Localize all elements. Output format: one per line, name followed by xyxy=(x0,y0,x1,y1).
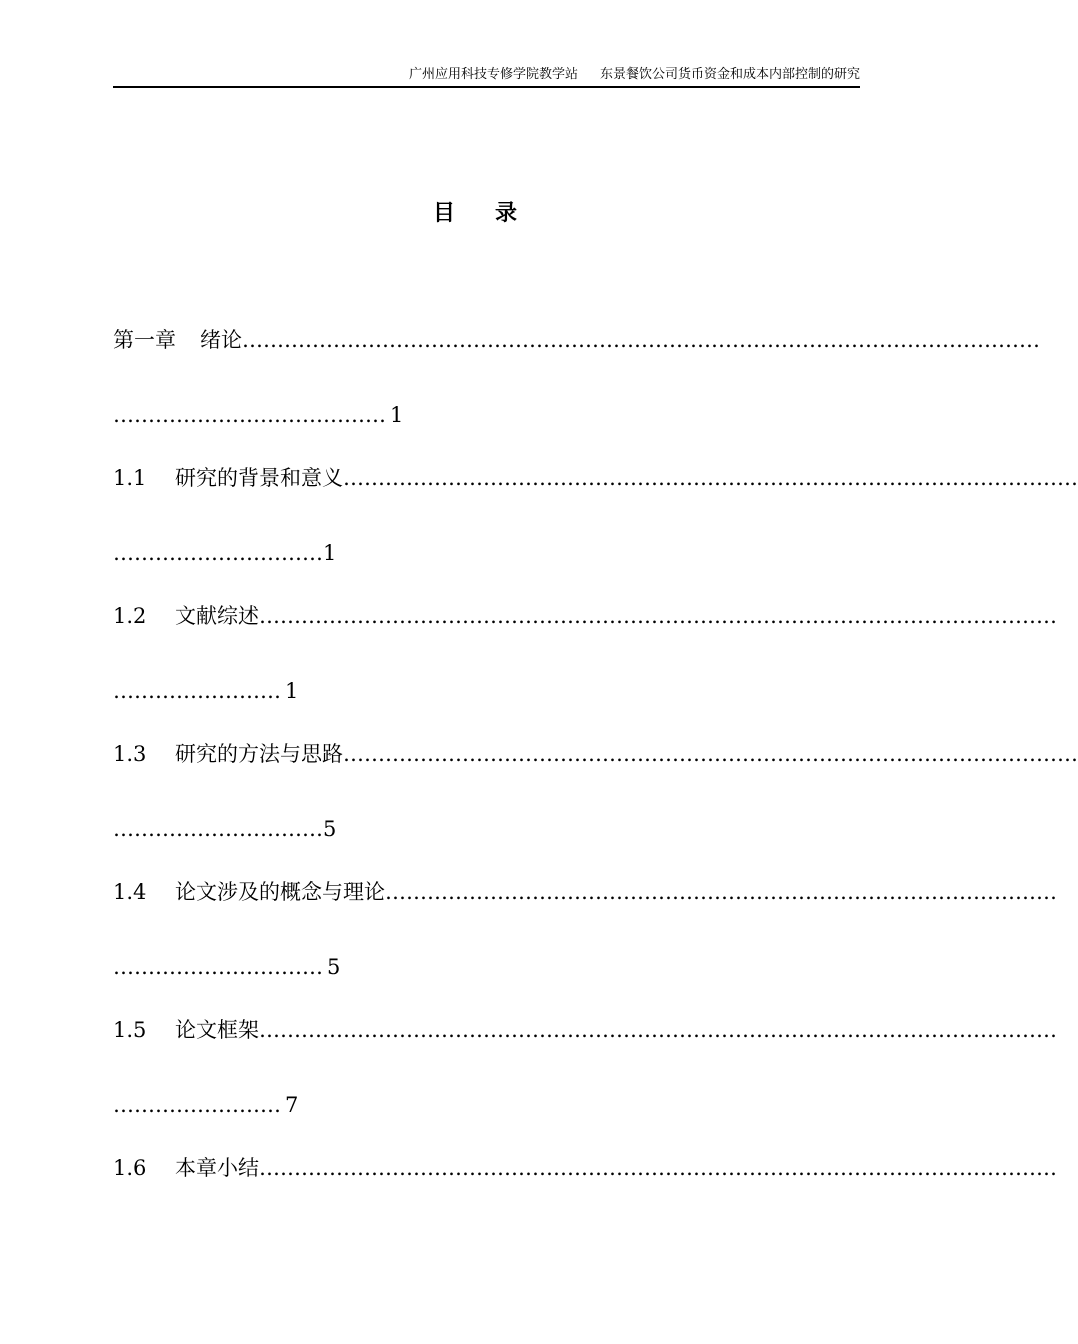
toc-leader-dots: ………………………… xyxy=(113,817,323,841)
toc-leader-dots: …………………………………………………………………………………… xyxy=(385,880,1057,904)
toc-entry-number: 1.3 xyxy=(113,742,147,766)
toc-entry-label: 文献综述 xyxy=(175,604,259,628)
toc-entry-label: 绪论 xyxy=(200,328,242,352)
toc-entry-1-2[interactable] xyxy=(113,601,1057,631)
toc-entry-continuation xyxy=(113,400,403,430)
header-school-name: 广州应用科技专修学院教学站 xyxy=(408,67,578,82)
toc-leader-dots: …………………………………………………………………………………………………… xyxy=(259,604,1057,628)
toc-leader-dots: …………………………………………………………………………………………………… xyxy=(242,328,1040,352)
toc-entry-1-3[interactable] xyxy=(113,739,1078,769)
title-char-1: 目 xyxy=(432,201,455,226)
toc-leader-dots: …………………………………………………………………………………………… xyxy=(343,466,1078,490)
toc-entry-number: 1.2 xyxy=(113,604,147,628)
header-thesis-title: 东景餐饮公司货币资金和成本内部控制的研究 xyxy=(599,67,860,82)
toc-entry-continuation xyxy=(113,952,340,982)
toc-entry-label: 论文涉及的概念与理论 xyxy=(175,880,385,904)
toc-page-number: 1 xyxy=(323,541,337,565)
toc-page-number: 1 xyxy=(390,403,404,427)
toc-page-number: 5 xyxy=(323,817,337,841)
running-header xyxy=(113,66,860,88)
toc-leader-dots: …………………………………………………………………………………………………… xyxy=(259,1156,1057,1180)
toc-page-number: 1 xyxy=(285,679,299,703)
toc-entry-continuation xyxy=(113,1090,298,1120)
toc-leader-dots: ………………………… xyxy=(113,541,323,565)
toc-entry-number: 1.6 xyxy=(113,1156,147,1180)
page-title xyxy=(0,198,950,230)
toc-entry-chapter-1[interactable] xyxy=(113,325,1040,355)
toc-entry-number: 1.4 xyxy=(113,880,147,904)
toc-entry-label: 论文框架 xyxy=(175,1018,259,1042)
toc-entry-1-6[interactable] xyxy=(113,1153,1057,1183)
toc-leader-dots: …………………………………………………………………………………………… xyxy=(343,742,1078,766)
toc-entry-continuation xyxy=(113,676,298,706)
toc-entry-1-1[interactable] xyxy=(113,463,1078,493)
toc-page-number: 5 xyxy=(327,955,341,979)
toc-entry-1-4[interactable] xyxy=(113,877,1057,907)
toc-entry-label: 研究的方法与思路 xyxy=(175,742,343,766)
toc-entry-number: 1.1 xyxy=(113,466,147,490)
toc-leader-dots: ………………………………… xyxy=(113,403,386,427)
title-char-2: 录 xyxy=(495,201,518,226)
toc-leader-dots: …………………… xyxy=(113,1093,281,1117)
toc-leader-dots: ………………………… xyxy=(113,955,323,979)
toc-entry-continuation xyxy=(113,538,336,568)
toc-entry-label: 研究的背景和意义 xyxy=(175,466,343,490)
toc-entry-number: 1.5 xyxy=(113,1018,147,1042)
toc-page-number: 7 xyxy=(285,1093,299,1117)
toc-entry-label: 本章小结 xyxy=(175,1156,259,1180)
toc-leader-dots: …………………………………………………………………………………………………… xyxy=(259,1018,1057,1042)
toc-entry-continuation xyxy=(113,814,336,844)
toc-entry-1-5[interactable] xyxy=(113,1015,1057,1045)
toc-leader-dots: …………………… xyxy=(113,679,281,703)
toc-entry-number: 第一章 xyxy=(113,328,176,352)
